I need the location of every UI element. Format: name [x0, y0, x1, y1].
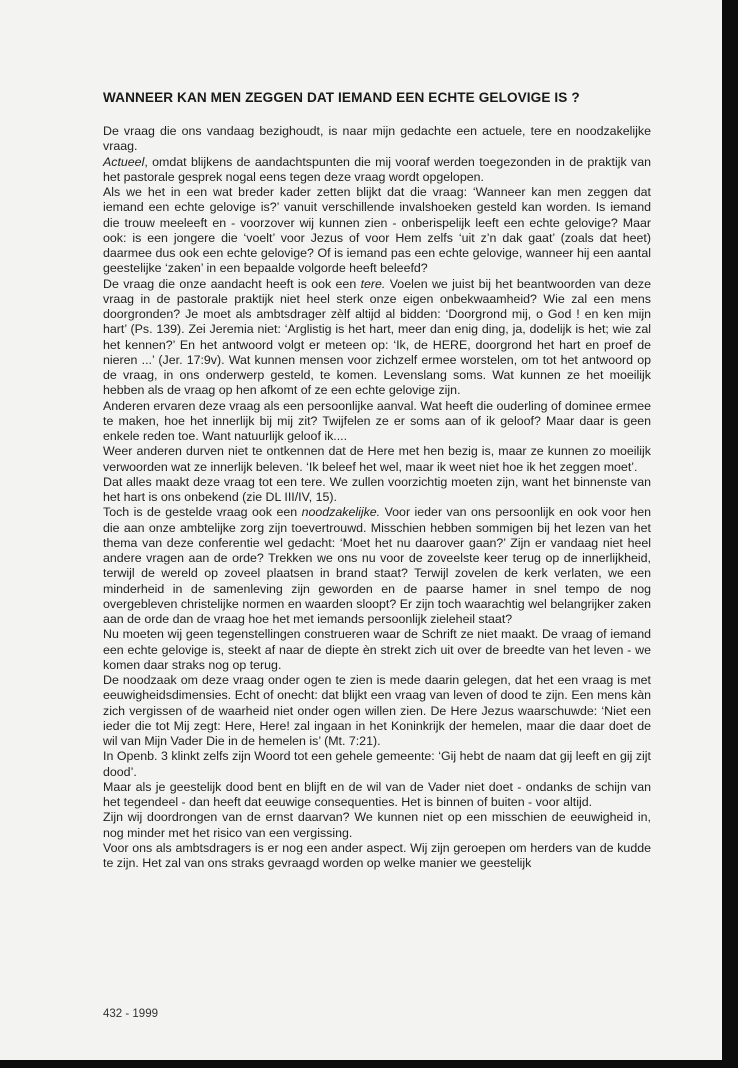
- paragraph: [103, 277, 651, 399]
- emphasis-text: noodzakelijke.: [301, 505, 381, 520]
- paragraph-text: Anderen ervaren deze vraag als een persoonlijke aanval. Wat heeft die ouderling of dominee ermee te maken, hoe het innerlijk bij mij zit? Twijfelen ze er soms aan of ik geloof? Maar daar is geen enkele reden toe. Want natuurlijk geloof ik....: [103, 398, 651, 443]
- paragraph-text: De noodzaak om deze vraag onder ogen te zien is mede daarin gelegen, dat het een vraag is met eeuwigheidsdimensies. Echt of onecht: dat blijkt een vraag van leven of dood te zijn. Een mens kàn zich vergissen of de waarheid niet onder ogen willen zien. De Here Jezus waarschuwde: ‘Niet een ieder die tot Mij zegt: Here, Here! zal ingaan in het Koninkrijk der hemelen, maar die daar doet de wil van Mijn Vader Die in de hemelen is’ (Mt. 7:21).: [103, 673, 651, 748]
- paragraph-text: Voelen we juist bij het beantwoorden van deze vraag in de pastorale praktijk niet heel sterk onze eigen onbekwaamheid? Wie zal een mens doorgronden? Je moet als ambtsdrager zèlf altijd al bidden: ‘Doorgrond mij, o God ! en ken mijn hart’ (Ps. 139). Zei Jeremia niet: ‘Arglistig is het hart, meer dan enig ding, ja, dodelijk is het; wie zal het kennen?’ En het antwoord volgt er meteen op: ‘Ik, de HERE, doorgrond het hart en proef de nieren ...’ (Jer. 17:9v). Wat kunnen mensen voor zichzelf ermee worstelen, om tot het antwoord op de vraag, in ons onderwerp gesteld, te komen. Levenslang soms. Wat kunnen ze het moeilijk hebben als de vraag op hen afkomt of ze een echte gelovige zijn.: [103, 276, 651, 398]
- article-body: [103, 124, 651, 871]
- paragraph: [103, 399, 651, 445]
- paragraph: [103, 780, 651, 811]
- page-number: 432 - 1999: [103, 1008, 158, 1020]
- paragraph-text: , omdat blijkens de aandachtspunten die mij vooraf werden toegezonden in de praktijk van het pastorale gesprek nogal eens tegen deze vraag wordt opgelopen.: [103, 154, 651, 184]
- paragraph: [103, 627, 651, 673]
- paragraph: [103, 505, 651, 627]
- paragraph: [103, 185, 651, 277]
- paragraph: [103, 475, 651, 506]
- paragraph: [103, 841, 651, 872]
- paragraph-text: De vraag die ons vandaag bezighoudt, is naar mijn gedachte een actuele, tere en noodzakelijke vraag.: [103, 124, 651, 154]
- paragraph: [103, 124, 651, 155]
- emphasis-text: tere.: [360, 276, 386, 291]
- paragraph-text: Maar als je geestelijk dood bent en blijft en de wil van de Vader niet doet - ondanks de schijn van het tegendeel - dan heeft dat eeuwige consequenties. Het is binnen of buiten - voor altijd.: [103, 779, 651, 809]
- paragraph-text: Zijn wij doordrongen van de ernst daarvan? We kunnen niet op een misschien de eeuwigheid in, nog minder met het risico van een vergissing.: [103, 810, 651, 840]
- paragraph-text: Als we het in een wat breder kader zetten blijkt dat die vraag: ‘Wanneer kan men zeggen dat iemand een echte gelovige is?’ vanuit verschillende invalshoeken gesteld kan worden. Is iemand die trouw meeleeft en - voorzover wij kunnen zien - onberispelijk leeft een echte gelovige? Maar ook: is een jongere die ‘voelt’ voor Jezus of voor Hem zelfs ‘uit z’n dak gaat’ (zoals dat heet) daarmee dus ook een echte gelovige? Of is iemand pas een echte gelovige, wanneer hij een aantal geestelijke ‘zaken’ in een bepaalde volgorde heeft beleefd?: [103, 185, 651, 276]
- paragraph-text: De vraag die onze aandacht heeft is ook een: [103, 276, 361, 291]
- paragraph-text: Voor ons als ambtsdragers is er nog een ander aspect. Wij zijn geroepen om herders van de kudde te zijn. Het zal van ons straks gevraagd worden op welke manier we geestelijk: [103, 840, 651, 870]
- paragraph: [103, 155, 651, 186]
- scan-edge-bottom: [0, 1060, 738, 1068]
- paragraph-text: Nu moeten wij geen tegenstellingen construeren waar de Schrift ze niet maakt. De vraag of iemand een echte gelovige is, steekt af naar de diepte èn strekt zich uit over de breedte van het leven - we komen daar straks nog op terug.: [103, 627, 651, 672]
- scan-edge-right: [722, 0, 738, 1068]
- paragraph: [103, 749, 651, 780]
- paragraph-text: Toch is de gestelde vraag ook een: [103, 505, 302, 520]
- paragraph-text: In Openb. 3 klinkt zelfs zijn Woord tot een gehele gemeente: ‘Gij hebt de naam dat gij leeft en gij zijt dood’.: [103, 749, 651, 779]
- paragraph-text: Dat alles maakt deze vraag tot een tere. We zullen voorzichtig moeten zijn, want het binnenste van het hart is ons onbekend (zie DL III/IV, 15).: [103, 474, 651, 504]
- paragraph-text: Voor ieder van ons persoonlijk en ook voor hen die aan onze ambtelijke zorg zijn toevertrouwd. Misschien hebben sommigen bij het lezen van het thema van deze conferentie wel gedacht: ‘Moet het nu daarover gaan?’ Zijn er vandaag niet heel andere vragen aan de orde? Trekken we ons nu voor de zoveelste keer terug op de innerlijkheid, terwijl de wereld op zoveel plaatsen in brand staat? Terwijl zovelen de kerk verlaten, we een minderheid in de samenleving zijn geworden en de paarse hamer in snel tempo de nog overgebleven christelijke normen en waarden sloopt? Er zijn toch waarachtig wel belangrijker zaken aan de orde dan de vraag hoe het met iemands persoonlijk zieleheil staat?: [103, 505, 651, 626]
- paragraph-text: Weer anderen durven niet te ontkennen dat de Here met hen bezig is, maar ze kunnen zo moeilijk verwoorden wat ze innerlijk beleven. ‘Ik beleef het wel, maar ik weet niet hoe ik het zeggen moet’.: [103, 444, 651, 474]
- paragraph: [103, 810, 651, 841]
- emphasis-text: Actueel: [103, 154, 145, 169]
- paragraph: [103, 673, 651, 749]
- article-heading: WANNEER KAN MEN ZEGGEN DAT IEMAND EEN ECHTE GELOVIGE IS ?: [103, 90, 580, 105]
- paragraph: [103, 444, 651, 475]
